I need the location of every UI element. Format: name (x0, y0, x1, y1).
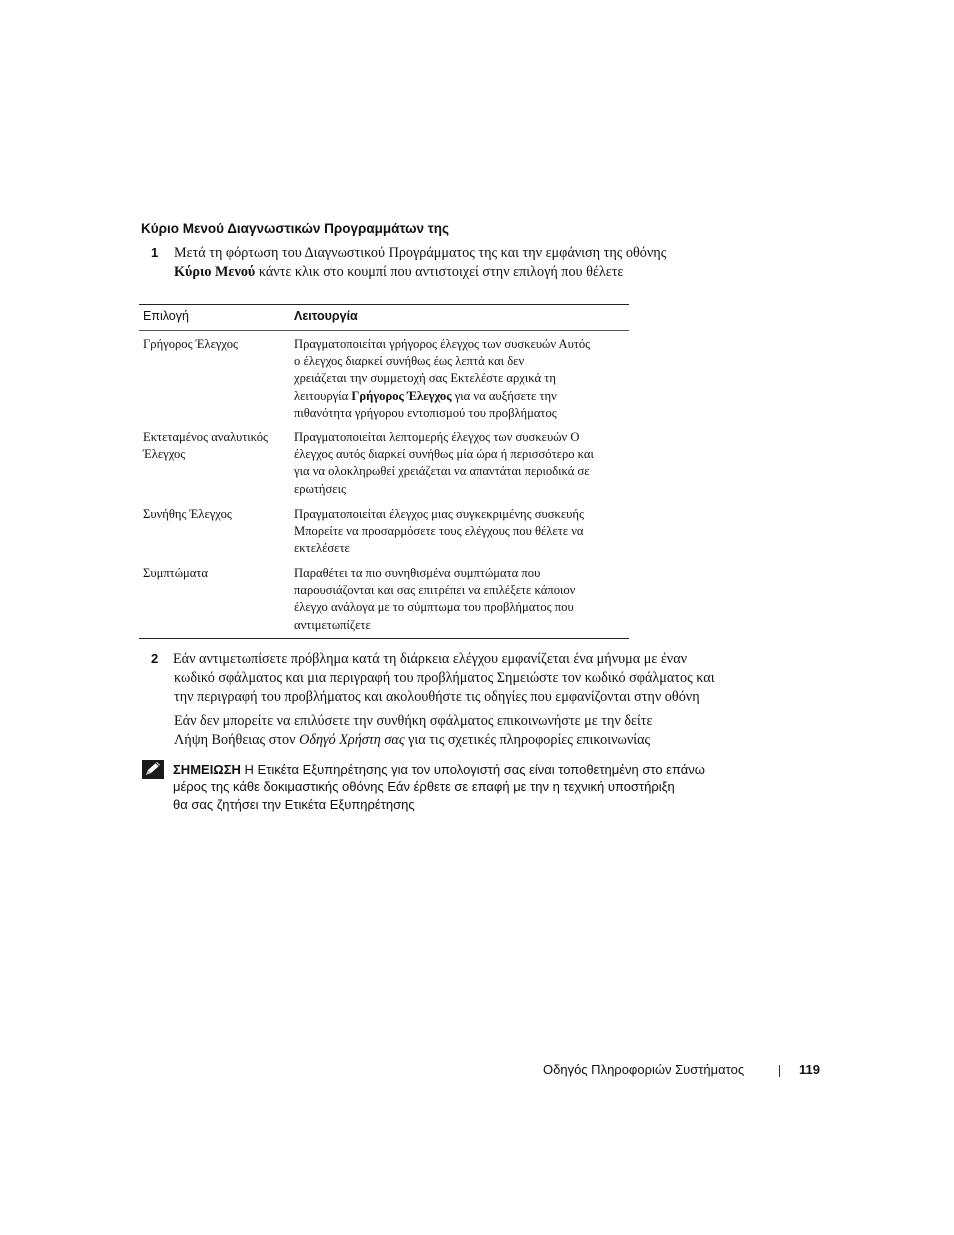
function-line: Πραγματοποιείται έλεγχος μιας συγκεκριμένης συσκευής (294, 507, 584, 521)
function-symptoms (294, 565, 629, 634)
note-line-3: θα σας ζητήσει την Ετικέτα Εξυπηρέτησης (173, 797, 415, 812)
header-option: Επιλογή (143, 309, 189, 323)
function-text: λειτουργία (294, 388, 352, 403)
table-header (139, 305, 629, 330)
step-1-number: 1 (151, 245, 159, 260)
help-reference: Λήψη Βοήθειας στον (174, 732, 300, 748)
function-line: ο έλεγχος διαρκεί συνήθως έως λεπτά και δεν (294, 354, 525, 369)
option-extended-test: Εκτεταμένος αναλυτικός Έλεγχος (143, 430, 269, 462)
quick-test-term: Γρήγορος Έλεγχος (351, 388, 452, 403)
page-number: 119 (799, 1062, 820, 1077)
function-line: πιθανότητα γρήγορου εντοπισμού του προβλήματος (294, 405, 557, 420)
function-custom-test (294, 506, 629, 558)
note-line-2: μέρος της κάθε δοκιμαστικής οθόνης Εάν έρθετε σε επαφή με την η τεχνική υποστήριξη (173, 779, 675, 794)
option-quick-test: Γρήγορος Έλεγχος (143, 337, 239, 351)
step-1-line-2-rest: κάντε κλικ στο κουμπί που αντιστοιχεί στην επιλογή που θέλετε (255, 264, 624, 280)
step-1-line-1: Μετά τη φόρτωση του Διαγνωστικού Προγράμματος της και την εμφάνιση της οθόνης (174, 245, 667, 261)
function-line: Μπορείτε να προσαρμόσετε τους ελέγχους που θέλετε να (294, 524, 584, 539)
function-line: Πραγματοποιείται λεπτομερής έλεγχος των συσκευών Ο (294, 430, 580, 444)
function-line: έλεγχος αυτός διαρκεί συνήθως μία ώρα ή περισσότερο και (294, 447, 594, 462)
note-pencil-icon (142, 760, 164, 779)
option-symptoms: Συμπτώματα (143, 566, 209, 580)
options-table (139, 304, 629, 639)
note-label: ΣΗΜΕΙΩΣΗ (173, 762, 241, 777)
function-line: αντιμετωπίζετε (294, 617, 371, 632)
footer-separator (779, 1065, 780, 1077)
table-row (139, 336, 629, 429)
note-line-1 (173, 761, 705, 779)
step-2-para-2-line-1: Εάν δεν μπορείτε να επιλύσετε την συνθήκη σφάλματος επικοινωνήστε με την δείτε (174, 713, 653, 729)
function-quick-test (294, 336, 629, 422)
function-line: Πραγματοποιείται γρήγορος έλεγχος των συσκευών Αυτός (294, 337, 591, 351)
section-heading: Κύριο Μενού Διαγνωστικών Προγραμμάτων της (141, 221, 450, 236)
function-line: εκτελέσετε (294, 541, 350, 556)
note-text: Η Ετικέτα Εξυπηρέτησης για τον υπολογιστή σας είναι τοποθετημένη στο επάνω (240, 762, 705, 777)
table-bottom-rule (139, 638, 629, 639)
function-line: παρουσιάζονται και σας επιτρέπει να επιλέξετε κάποιον (294, 583, 576, 598)
table-header-rule (139, 330, 629, 331)
table-row (139, 506, 629, 565)
table-row (139, 565, 629, 638)
step-2-para-2-line-2 (174, 731, 650, 750)
function-line (294, 388, 629, 405)
function-line: Παραθέτει τα πιο συνηθισμένα συμπτώματα που (294, 566, 541, 580)
step-2-line-3: την περιγραφή του προβλήματος και ακολουθήστε τις οδηγίες που εμφανίζονται στην οθόνη (174, 689, 700, 705)
function-extended-test (294, 429, 629, 498)
footer-title: Οδηγός Πληροφοριών Συστήματος (543, 1062, 745, 1077)
step-2-number: 2 (151, 651, 159, 666)
contact-info-text: για τις σχετικές πληροφορίες επικοινωνίας (404, 732, 651, 748)
header-function: Λειτουργία (294, 309, 358, 323)
option-custom-test: Συνήθης Έλεγχος (143, 507, 232, 521)
function-line: χρειάζεται την συμμετοχή σας Εκτελέστε αρχικά τη (294, 371, 556, 386)
function-line: έλεγχο ανάλογα με το σύμπτωμα του προβλήματος που (294, 600, 574, 615)
main-menu-term: Κύριο Μενού (174, 264, 256, 280)
step-1-line-2 (174, 263, 623, 282)
step-2-line-1: Εάν αντιμετωπίσετε πρόβλημα κατά τη διάρκεια ελέγχου εμφανίζεται ένα μήνυμα με έναν (173, 651, 688, 667)
function-text: για να αυξήσετε την (451, 388, 557, 403)
step-2-line-2: κωδικό σφάλματος και μια περιγραφή του προβλήματος Σημειώστε τον κωδικό σφάλματος και (174, 670, 715, 686)
user-guide-reference: Οδηγό Χρήστη σας (299, 732, 405, 748)
table-row (139, 429, 629, 506)
function-line: ερωτήσεις (294, 481, 346, 496)
function-line: για να ολοκληρωθεί χρειάζεται να απαντάται περιοδικά σε (294, 464, 590, 479)
